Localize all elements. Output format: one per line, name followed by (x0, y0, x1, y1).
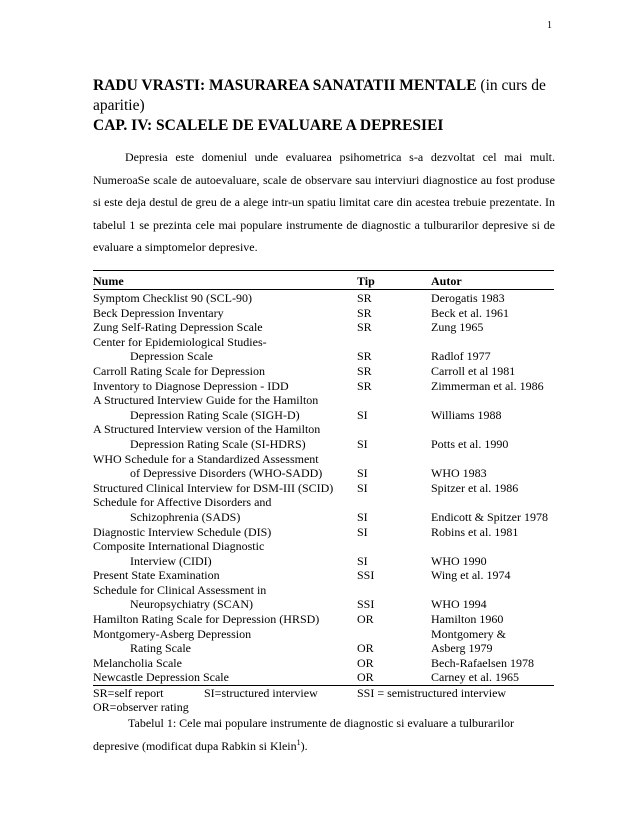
cell-name: Inventory to Diagnose Depression - IDD (93, 378, 289, 393)
cell-name: Depression Rating Scale (SI-HDRS) (130, 436, 306, 451)
caption-end: ). (300, 739, 308, 753)
cell-type: SI (357, 553, 368, 568)
cell-author: Derogatis 1983 (431, 291, 505, 305)
cell-name: Melancholia Scale (93, 655, 182, 670)
caption-footnote-ref: 1 (296, 738, 301, 747)
table-header-rule (93, 289, 554, 290)
cell-type: SI (357, 509, 368, 524)
cell-author: Wing et al. 1974 (431, 568, 511, 583)
cell-name: Newcastle Depression Scale (93, 670, 229, 685)
table-row (93, 481, 554, 496)
cell-name: Montgomery-Asberg Depression (93, 626, 252, 641)
legend-sr: SR=self report (93, 686, 164, 701)
cell-name: Composite International Diagnostic (93, 539, 265, 554)
table-row (93, 306, 554, 321)
cell-author: Endicott & Spitzer 1978 (431, 509, 548, 524)
cell-name: Center for Epidemiological Studies- (93, 334, 267, 349)
cell-author: WHO 1994 (431, 597, 487, 612)
cell-type: OR (357, 655, 374, 670)
cell-name: Schizophrenia (SADS) (130, 509, 241, 524)
cell-name: Hamilton Rating Scale for Depression (HRSD) (93, 612, 320, 627)
table-row (93, 422, 554, 437)
cell-name: A Structured Interview Guide for the Hamilton (93, 393, 319, 408)
table-row (93, 627, 554, 642)
table-row (93, 641, 554, 656)
table-legend-line1 (93, 686, 554, 700)
cell-author: Robins et al. 1981 (431, 524, 519, 539)
header-type: Tip (357, 274, 375, 288)
cell-name: A Structured Interview version of the Hamilton (93, 422, 321, 437)
cell-name: Structured Clinical Interview for DSM-III (SCID) (93, 480, 334, 495)
cell-type: OR (357, 670, 374, 685)
header-name: Nume (93, 274, 124, 288)
table-row (93, 539, 554, 554)
cell-author: Zung 1965 (431, 320, 484, 335)
table-row (93, 452, 554, 467)
cell-author: Radlof 1977 (431, 349, 491, 364)
caption-text: Tabelul 1: Cele mai populare instrumente de diagnostic si evaluare a tulburarilor depresive (modificat dupa Rabkin si Klein (93, 716, 515, 753)
cell-type: SI (357, 466, 368, 481)
cell-type: SSI (357, 597, 375, 612)
table-row (93, 408, 554, 423)
instruments-table (93, 270, 554, 714)
header-author: Autor (431, 274, 462, 288)
table-caption (93, 712, 555, 758)
cell-name: Zung Self-Rating Depression Scale (93, 320, 263, 335)
table-row (93, 525, 554, 540)
cell-type: SR (357, 320, 372, 335)
table-row (93, 568, 554, 583)
cell-name: Carroll Rating Scale for Depression (93, 363, 265, 378)
cell-author: WHO 1990 (431, 553, 487, 568)
cell-type: OR (357, 641, 374, 656)
cell-name: Neuropsychiatry (SCAN) (130, 597, 253, 612)
intro-paragraph (93, 146, 555, 259)
cell-author: Montgomery & (431, 626, 506, 641)
cell-name: Present State Examination (93, 568, 220, 583)
cell-author: Beck et al. 1961 (431, 305, 509, 320)
table-row (93, 364, 554, 379)
title-status: (in curs de aparitie) (93, 77, 546, 114)
cell-author: Hamilton 1960 (431, 612, 504, 627)
cell-author: Williams 1988 (431, 407, 502, 422)
table-row (93, 335, 554, 350)
cell-type: SR (357, 349, 372, 364)
cell-type: SR (357, 305, 372, 320)
table-row (93, 670, 554, 685)
document-title (93, 76, 563, 136)
table-row (93, 291, 554, 306)
cell-name: Depression Scale (130, 349, 213, 364)
chapter-title: CAP. IV: SCALELE DE EVALUARE A DEPRESIEI (93, 117, 444, 134)
cell-type: SI (357, 436, 368, 451)
table-row (93, 583, 554, 598)
cell-author: WHO 1983 (431, 466, 487, 481)
cell-type: SR (357, 363, 372, 378)
table-header (93, 273, 554, 289)
cell-author: Asberg 1979 (431, 641, 493, 656)
table-body (93, 291, 554, 685)
table-row (93, 437, 554, 452)
cell-author: Bech-Rafaelsen 1978 (431, 655, 534, 670)
page-number: 1 (547, 20, 552, 31)
table-row (93, 656, 554, 671)
cell-type: SI (357, 407, 368, 422)
cell-type: SI (357, 480, 368, 495)
cell-type: SSI (357, 568, 375, 583)
cell-type: SI (357, 524, 368, 539)
legend-si: SI=structured interview (204, 686, 318, 701)
cell-name: Symptom Checklist 90 (SCL-90) (93, 291, 252, 305)
table-row (93, 495, 554, 510)
table-top-rule (93, 270, 554, 271)
legend-or: OR=observer rating (93, 700, 189, 715)
cell-author: Spitzer et al. 1986 (431, 480, 519, 495)
table-row (93, 393, 554, 408)
cell-type: OR (357, 612, 374, 627)
cell-name: WHO Schedule for a Standardized Assessment (93, 451, 319, 466)
cell-name: Schedule for Clinical Assessment in (93, 582, 267, 597)
table-row (93, 379, 554, 394)
cell-name: Diagnostic Interview Schedule (DIS) (93, 524, 272, 539)
table-row (93, 349, 554, 364)
cell-author: Carroll et al 1981 (431, 363, 516, 378)
cell-name: Rating Scale (130, 641, 191, 656)
cell-author: Potts et al. 1990 (431, 436, 509, 451)
cell-name: Depression Rating Scale (SIGH-D) (130, 407, 300, 422)
cell-type: SR (357, 378, 372, 393)
cell-name: Schedule for Affective Disorders and (93, 495, 272, 510)
title-author-line: RADU VRASTI: MASURAREA SANATATII MENTALE (93, 77, 477, 94)
cell-author: Zimmerman et al. 1986 (431, 378, 544, 393)
legend-ssi: SSI = semistructured interview (357, 686, 507, 701)
cell-name: Beck Depression Inventary (93, 305, 224, 320)
cell-type: SR (357, 291, 372, 305)
table-row (93, 597, 554, 612)
table-row (93, 612, 554, 627)
cell-name: of Depressive Disorders (WHO-SADD) (130, 466, 323, 481)
table-row (93, 466, 554, 481)
table-row (93, 554, 554, 569)
cell-name: Interview (CIDI) (130, 553, 212, 568)
intro-text: Depresia este domeniul unde evaluarea psihometrica s-a dezvoltat cel mai mult. NumeroaSe scale de autoevaluare, scale de observare sau interviuri diagnostice au fost produse si este deja destul de greu de a alege intr-un spatiu limitat care din acestea trebuie prezentate. In tabelul 1 se prezinta cele mai populare instrumente de diagnostic a tulburarilor depresive si de evaluare a simptomelor depresive. (93, 150, 555, 255)
table-row (93, 320, 554, 335)
table-row (93, 510, 554, 525)
cell-author: Carney et al. 1965 (431, 670, 519, 685)
